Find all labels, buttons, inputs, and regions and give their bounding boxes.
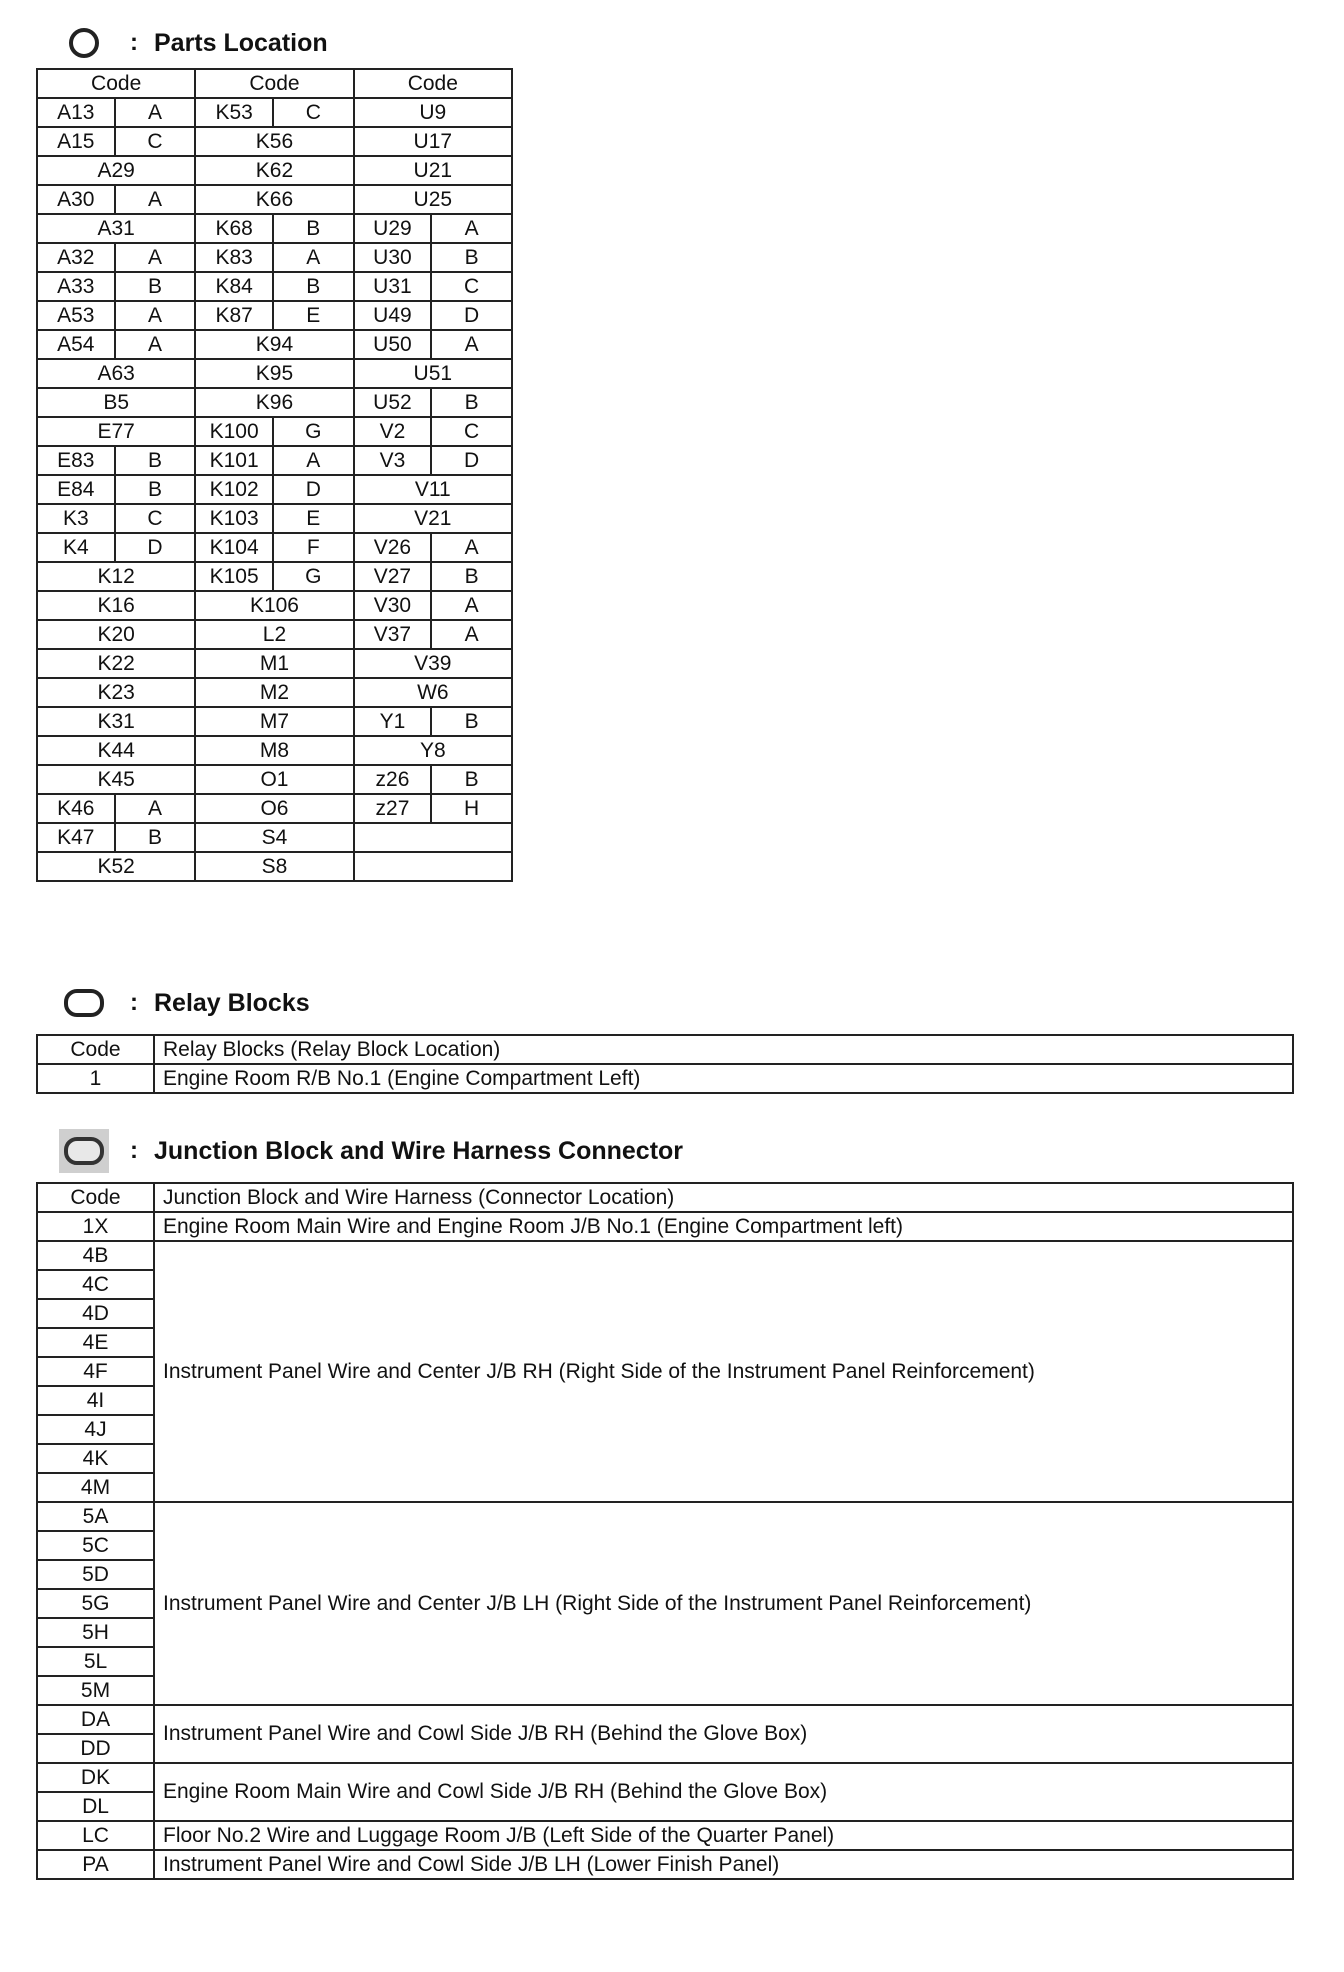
code-header: Code bbox=[354, 69, 512, 98]
junction-block-table bbox=[36, 1182, 1294, 1880]
part-code-cell: K44 bbox=[37, 736, 195, 765]
junction-desc-cell: Instrument Panel Wire and Cowl Side J/B LH (Lower Finish Panel) bbox=[154, 1850, 1293, 1879]
table-row bbox=[37, 504, 512, 533]
junction-code-cell: 5H bbox=[37, 1618, 154, 1647]
junction-code-cell: PA bbox=[37, 1850, 154, 1879]
part-code-cell: K22 bbox=[37, 649, 195, 678]
part-code-cell: K103 bbox=[195, 504, 273, 533]
table-row bbox=[37, 446, 512, 475]
part-code-cell: U31 bbox=[354, 272, 432, 301]
part-code-cell: K47 bbox=[37, 823, 115, 852]
table-row bbox=[37, 1502, 1293, 1531]
part-code-cell: K68 bbox=[195, 214, 273, 243]
relay-blocks-heading bbox=[56, 988, 310, 1018]
table-row bbox=[37, 214, 512, 243]
junction-desc-cell: Floor No.2 Wire and Luggage Room J/B (Left Side of the Quarter Panel) bbox=[154, 1821, 1293, 1850]
part-location-letter-cell: H bbox=[431, 794, 512, 823]
part-code-cell: K102 bbox=[195, 475, 273, 504]
junction-desc-cell: Engine Room Main Wire and Engine Room J/B No.1 (Engine Compartment left) bbox=[154, 1212, 1293, 1241]
part-location-letter-cell: A bbox=[431, 620, 512, 649]
part-code-cell: K104 bbox=[195, 533, 273, 562]
part-location-letter-cell: D bbox=[273, 475, 354, 504]
part-location-letter-cell: E bbox=[273, 504, 354, 533]
part-location-letter-cell: A bbox=[115, 243, 196, 272]
part-code-cell: K84 bbox=[195, 272, 273, 301]
part-code-cell: U9 bbox=[354, 98, 512, 127]
part-location-letter-cell: D bbox=[431, 446, 512, 475]
junction-code-cell: 5M bbox=[37, 1676, 154, 1705]
part-code-cell bbox=[354, 852, 512, 881]
heading-colon: : bbox=[130, 989, 138, 1016]
junction-code-cell: DA bbox=[37, 1705, 154, 1734]
relay-blocks-table bbox=[36, 1034, 1294, 1094]
table-row bbox=[37, 1212, 1293, 1241]
junction-code-cell: 5C bbox=[37, 1531, 154, 1560]
part-code-cell: K95 bbox=[195, 359, 353, 388]
junction-block-heading bbox=[56, 1128, 683, 1174]
junction-code-header: Code bbox=[37, 1183, 154, 1212]
part-code-cell: K66 bbox=[195, 185, 353, 214]
table-row bbox=[37, 1241, 1293, 1270]
table-row bbox=[37, 1763, 1293, 1792]
part-location-letter-cell: B bbox=[115, 272, 196, 301]
table-row bbox=[37, 330, 512, 359]
junction-code-cell: 4C bbox=[37, 1270, 154, 1299]
table-row bbox=[37, 736, 512, 765]
part-code-cell: K45 bbox=[37, 765, 195, 794]
part-location-letter-cell: A bbox=[115, 794, 196, 823]
table-row bbox=[37, 272, 512, 301]
part-code-cell: K87 bbox=[195, 301, 273, 330]
part-code-cell: K101 bbox=[195, 446, 273, 475]
part-code-cell: L2 bbox=[195, 620, 353, 649]
part-code-cell: K83 bbox=[195, 243, 273, 272]
relay-code-header: Code bbox=[37, 1035, 154, 1064]
junction-code-cell: 4E bbox=[37, 1328, 154, 1357]
table-row bbox=[37, 1064, 1293, 1093]
junction-desc-cell: Engine Room Main Wire and Cowl Side J/B RH (Behind the Glove Box) bbox=[154, 1763, 1293, 1821]
part-code-cell: U29 bbox=[354, 214, 432, 243]
part-code-cell: A30 bbox=[37, 185, 115, 214]
part-location-letter-cell: D bbox=[431, 301, 512, 330]
part-code-cell: A54 bbox=[37, 330, 115, 359]
table-row bbox=[37, 1035, 1293, 1064]
part-location-letter-cell: B bbox=[115, 446, 196, 475]
table-row bbox=[37, 156, 512, 185]
part-code-cell: U49 bbox=[354, 301, 432, 330]
circle-icon bbox=[56, 26, 112, 60]
part-location-letter-cell: B bbox=[273, 272, 354, 301]
part-code-cell: M1 bbox=[195, 649, 353, 678]
part-location-letter-cell: B bbox=[431, 707, 512, 736]
table-row bbox=[37, 359, 512, 388]
part-code-cell: K106 bbox=[195, 591, 353, 620]
part-location-letter-cell: C bbox=[431, 417, 512, 446]
table-row bbox=[37, 185, 512, 214]
table-row bbox=[37, 533, 512, 562]
part-code-cell: U51 bbox=[354, 359, 512, 388]
parts-location-title: Parts Location bbox=[154, 28, 328, 57]
part-code-cell: A63 bbox=[37, 359, 195, 388]
junction-code-cell: 4D bbox=[37, 1299, 154, 1328]
part-code-cell: K105 bbox=[195, 562, 273, 591]
table-row bbox=[37, 620, 512, 649]
part-code-cell: V11 bbox=[354, 475, 512, 504]
table-row bbox=[37, 562, 512, 591]
part-code-cell: A53 bbox=[37, 301, 115, 330]
part-code-cell: K23 bbox=[37, 678, 195, 707]
junction-code-cell: DL bbox=[37, 1792, 154, 1821]
part-code-cell: S4 bbox=[195, 823, 353, 852]
part-location-letter-cell: F bbox=[273, 533, 354, 562]
table-row bbox=[37, 852, 512, 881]
junction-code-cell: 4J bbox=[37, 1415, 154, 1444]
relay-blocks-title: Relay Blocks bbox=[154, 988, 310, 1017]
part-code-cell: E83 bbox=[37, 446, 115, 475]
junction-code-cell: 5D bbox=[37, 1560, 154, 1589]
part-code-cell: K12 bbox=[37, 562, 195, 591]
part-code-cell: V27 bbox=[354, 562, 432, 591]
table-row bbox=[37, 301, 512, 330]
table-row bbox=[37, 591, 512, 620]
part-code-cell: E77 bbox=[37, 417, 195, 446]
part-location-letter-cell: B bbox=[431, 243, 512, 272]
junction-desc-header: Junction Block and Wire Harness (Connector Location) bbox=[154, 1183, 1293, 1212]
part-code-cell: K94 bbox=[195, 330, 353, 359]
table-row bbox=[37, 823, 512, 852]
part-code-cell: O6 bbox=[195, 794, 353, 823]
part-code-cell: E84 bbox=[37, 475, 115, 504]
table-row bbox=[37, 98, 512, 127]
part-code-cell: K3 bbox=[37, 504, 115, 533]
part-location-letter-cell: B bbox=[273, 214, 354, 243]
relay-desc-cell: Engine Room R/B No.1 (Engine Compartment Left) bbox=[154, 1064, 1293, 1093]
part-code-cell: V3 bbox=[354, 446, 432, 475]
part-location-letter-cell: A bbox=[431, 330, 512, 359]
junction-code-cell: 4F bbox=[37, 1357, 154, 1386]
part-location-letter-cell: A bbox=[115, 185, 196, 214]
part-location-letter-cell: B bbox=[431, 562, 512, 591]
part-location-letter-cell: A bbox=[273, 243, 354, 272]
part-code-cell: V30 bbox=[354, 591, 432, 620]
part-code-cell: M7 bbox=[195, 707, 353, 736]
part-code-cell: K20 bbox=[37, 620, 195, 649]
part-code-cell bbox=[354, 823, 512, 852]
part-code-cell: V21 bbox=[354, 504, 512, 533]
junction-code-cell: 5A bbox=[37, 1502, 154, 1531]
part-location-letter-cell: E bbox=[273, 301, 354, 330]
table-row bbox=[37, 794, 512, 823]
part-code-cell: A13 bbox=[37, 98, 115, 127]
table-row bbox=[37, 1183, 1293, 1212]
part-code-cell: K56 bbox=[195, 127, 353, 156]
rounded-rect-icon bbox=[56, 988, 112, 1018]
part-code-cell: S8 bbox=[195, 852, 353, 881]
table-row bbox=[37, 417, 512, 446]
part-code-cell: z27 bbox=[354, 794, 432, 823]
part-code-cell: U52 bbox=[354, 388, 432, 417]
part-code-cell: B5 bbox=[37, 388, 195, 417]
part-location-letter-cell: B bbox=[431, 388, 512, 417]
relay-desc-header: Relay Blocks (Relay Block Location) bbox=[154, 1035, 1293, 1064]
table-row bbox=[37, 765, 512, 794]
part-code-cell: K4 bbox=[37, 533, 115, 562]
part-code-cell: K52 bbox=[37, 852, 195, 881]
junction-code-cell: LC bbox=[37, 1821, 154, 1850]
junction-block-title: Junction Block and Wire Harness Connector bbox=[154, 1136, 684, 1165]
junction-code-cell: 4M bbox=[37, 1473, 154, 1502]
part-code-cell: K96 bbox=[195, 388, 353, 417]
part-code-cell: K100 bbox=[195, 417, 273, 446]
part-code-cell: K62 bbox=[195, 156, 353, 185]
part-code-cell: z26 bbox=[354, 765, 432, 794]
table-row bbox=[37, 707, 512, 736]
part-code-cell: W6 bbox=[354, 678, 512, 707]
part-code-cell: U30 bbox=[354, 243, 432, 272]
part-code-cell: O1 bbox=[195, 765, 353, 794]
part-code-cell: V37 bbox=[354, 620, 432, 649]
part-code-cell: M8 bbox=[195, 736, 353, 765]
junction-desc-cell: Instrument Panel Wire and Center J/B LH (Right Side of the Instrument Panel Reinforcement) bbox=[154, 1502, 1293, 1705]
junction-code-cell: DD bbox=[37, 1734, 154, 1763]
part-location-letter-cell: A bbox=[273, 446, 354, 475]
part-code-cell: K53 bbox=[195, 98, 273, 127]
junction-code-cell: 5G bbox=[37, 1589, 154, 1618]
part-code-cell: K31 bbox=[37, 707, 195, 736]
part-code-cell: V2 bbox=[354, 417, 432, 446]
heading-colon: : bbox=[130, 29, 138, 56]
table-row bbox=[37, 1705, 1293, 1734]
table-row bbox=[37, 1850, 1293, 1879]
part-code-cell: A31 bbox=[37, 214, 195, 243]
junction-code-cell: 1X bbox=[37, 1212, 154, 1241]
part-location-letter-cell: D bbox=[115, 533, 196, 562]
part-code-cell: U25 bbox=[354, 185, 512, 214]
part-code-cell: Y8 bbox=[354, 736, 512, 765]
part-code-cell: V26 bbox=[354, 533, 432, 562]
table-header-row bbox=[37, 69, 512, 98]
parts-location-heading bbox=[56, 26, 328, 60]
junction-code-cell: 5L bbox=[37, 1647, 154, 1676]
junction-code-cell: 4B bbox=[37, 1241, 154, 1270]
junction-code-cell: 4K bbox=[37, 1444, 154, 1473]
table-row bbox=[37, 388, 512, 417]
part-location-letter-cell: A bbox=[431, 214, 512, 243]
part-location-letter-cell: A bbox=[115, 98, 196, 127]
part-code-cell: U21 bbox=[354, 156, 512, 185]
part-location-letter-cell: C bbox=[115, 504, 196, 533]
junction-code-cell: DK bbox=[37, 1763, 154, 1792]
part-location-letter-cell: A bbox=[431, 533, 512, 562]
part-location-letter-cell: A bbox=[115, 330, 196, 359]
relay-code-cell: 1 bbox=[37, 1064, 154, 1093]
part-code-cell: A29 bbox=[37, 156, 195, 185]
part-code-cell: A15 bbox=[37, 127, 115, 156]
table-row bbox=[37, 127, 512, 156]
table-row bbox=[37, 678, 512, 707]
part-code-cell: K46 bbox=[37, 794, 115, 823]
part-location-letter-cell: G bbox=[273, 562, 354, 591]
part-location-letter-cell: A bbox=[115, 301, 196, 330]
code-header: Code bbox=[195, 69, 353, 98]
part-code-cell: K16 bbox=[37, 591, 195, 620]
part-code-cell: A33 bbox=[37, 272, 115, 301]
part-location-letter-cell: C bbox=[273, 98, 354, 127]
part-location-letter-cell: B bbox=[115, 823, 196, 852]
junction-desc-cell: Instrument Panel Wire and Center J/B RH (Right Side of the Instrument Panel Reinforcement) bbox=[154, 1241, 1293, 1502]
table-row bbox=[37, 475, 512, 504]
part-location-letter-cell: C bbox=[115, 127, 196, 156]
junction-desc-cell: Instrument Panel Wire and Cowl Side J/B RH (Behind the Glove Box) bbox=[154, 1705, 1293, 1763]
heading-colon: : bbox=[130, 1137, 138, 1164]
code-header: Code bbox=[37, 69, 195, 98]
part-location-letter-cell: G bbox=[273, 417, 354, 446]
part-code-cell: V39 bbox=[354, 649, 512, 678]
part-code-cell: U17 bbox=[354, 127, 512, 156]
table-row bbox=[37, 243, 512, 272]
part-code-cell: M2 bbox=[195, 678, 353, 707]
part-code-cell: A32 bbox=[37, 243, 115, 272]
table-row bbox=[37, 649, 512, 678]
parts-location-table bbox=[36, 68, 513, 882]
part-location-letter-cell: C bbox=[431, 272, 512, 301]
part-code-cell: Y1 bbox=[354, 707, 432, 736]
junction-code-cell: 4I bbox=[37, 1386, 154, 1415]
shaded-rounded-rect-icon bbox=[56, 1128, 112, 1174]
part-location-letter-cell: B bbox=[115, 475, 196, 504]
part-location-letter-cell: B bbox=[431, 765, 512, 794]
table-row bbox=[37, 1821, 1293, 1850]
part-code-cell: U50 bbox=[354, 330, 432, 359]
part-location-letter-cell: A bbox=[431, 591, 512, 620]
